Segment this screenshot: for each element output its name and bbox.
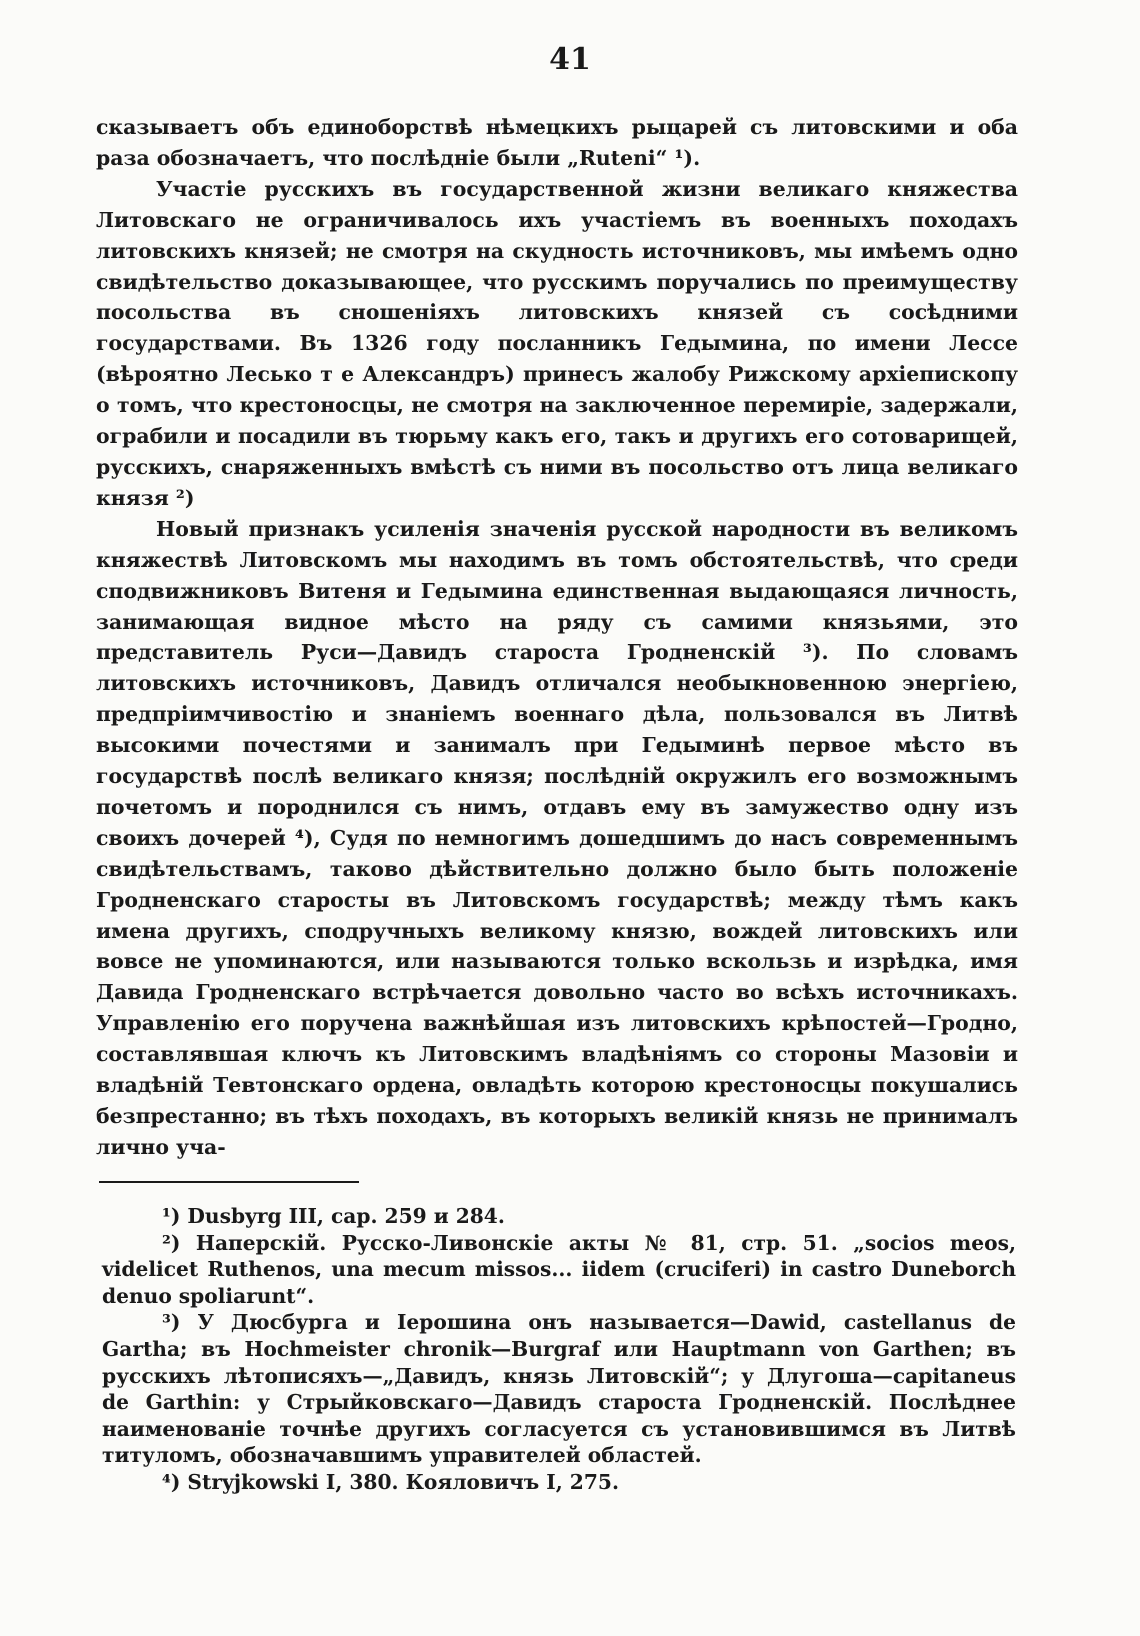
footnote-3: ³) У Дюсбурга и Іерошина онъ называется—Dawid, castellanus de Gartha; въ Hochmeister chronik—Burgraf или Hauptmann von Garthen; въ русскихъ лѣтописяхъ—„Давидъ, князь Литовскій“; у Длугоша—capitaneus de Garthin: у Стрыйковскаго—Давидъ староста Гродненскій. Послѣднее наименованіе точнѣе другихъ согласуется съ установившимся въ Литвѣ титуломъ, обозначавшимъ управителей областей. bbox=[102, 1310, 1016, 1468]
main-text bbox=[96, 112, 1018, 1163]
paragraph-continued: сказываетъ объ единоборствѣ нѣмецкихъ рыцарей съ литовскими и оба раза обозначаетъ, что послѣдніе были „Ruteni“ ¹). bbox=[96, 115, 1018, 170]
footnote-2: ²) Наперскій. Русско-Ливонскіе акты № 81, стр. 51. „socios meos, videlicet Ruthenos, una mecum missos... iidem (cruciferi) in castro Duneborch denuo spoliarunt“. bbox=[102, 1230, 1016, 1308]
footnotes bbox=[102, 1203, 1016, 1496]
footnote-4: ⁴) Stryjkowski I, 380. Кояловичъ I, 275. bbox=[162, 1469, 619, 1494]
footnote-1: ¹) Dusbyrg III, cap. 259 и 284. bbox=[162, 1204, 505, 1228]
paragraph-david-grodno: Новый признакъ усиленія значенія русской народности въ великомъ княжествѣ Литовскомъ мы находимъ въ томъ обстоятельствѣ, что среди сподвижниковъ Витеня и Гедымина единственная выдающаяся личность, занимающая видное мѣсто на ряду съ самими князьями, это представитель Руси—Давидъ староста Гродненскій ³). По словамъ литовскихъ источниковъ, Давидъ отличался необыкновенною энергіею, предпріимчивостію и знаніемъ военнаго дѣла, пользовался въ Литвѣ высокими почестями и занималъ при Гедыминѣ первое мѣсто въ государствѣ послѣ великаго князя; послѣдній окружилъ его возможнымъ почетомъ и породнился съ нимъ, отдавъ ему въ замужество одну изъ своихъ дочерей ⁴), Судя по немногимъ дошедшимъ до насъ современнымъ свидѣтельствамъ, таково дѣйствительно должно было быть положеніе Гродненскаго старосты въ Литовскомъ государствѣ; между тѣмъ какъ имена другихъ, сподручныхъ великому князю, вождей литовскихъ или вовсе не упоминаются, или называются только вскользь и изрѣдка, имя Давида Гродненскаго встрѣчается довольно часто во всѣхъ источникахъ. Управленію его поручена важнѣйшая изъ литовскихъ крѣпостей—Гродно, составлявшая ключъ къ Литовскимъ владѣніямъ со стороны Мазовіи и владѣній Тевтонскаго ордена, овладѣть которою крестоносцы покушались безпрестанно; въ тѣхъ походахъ, въ которыхъ великій князь не принималъ лично уча- bbox=[96, 516, 1018, 1159]
footnote-separator bbox=[99, 1181, 359, 1183]
page-number: 41 bbox=[549, 42, 591, 77]
paragraph-embassies: Участіе русскихъ въ государственной жизни великаго княжества Литовскаго не ограничивалось ихъ участіемъ въ военныхъ походахъ литовскихъ князей; не смотря на скудность источниковъ, мы имѣемъ одно свидѣтельство доказывающее, что русскимъ поручались по преимуществу посольства въ сношеніяхъ литовскихъ князей съ сосѣдними государствами. Въ 1326 году посланникъ Гедымина, по имени Лессе (вѣроятно Лесько т е Александръ) принесъ жалобу Рижскому архіепископу о томъ, что крестоносцы, не смотря на заключенное перемиріе, задержали, ограбили и посадили въ тюрьму какъ его, такъ и другихъ его сотоварищей, русскихъ, снаряженныхъ вмѣстѣ съ ними въ посольство отъ лица великаго князя ²) bbox=[96, 176, 1018, 510]
